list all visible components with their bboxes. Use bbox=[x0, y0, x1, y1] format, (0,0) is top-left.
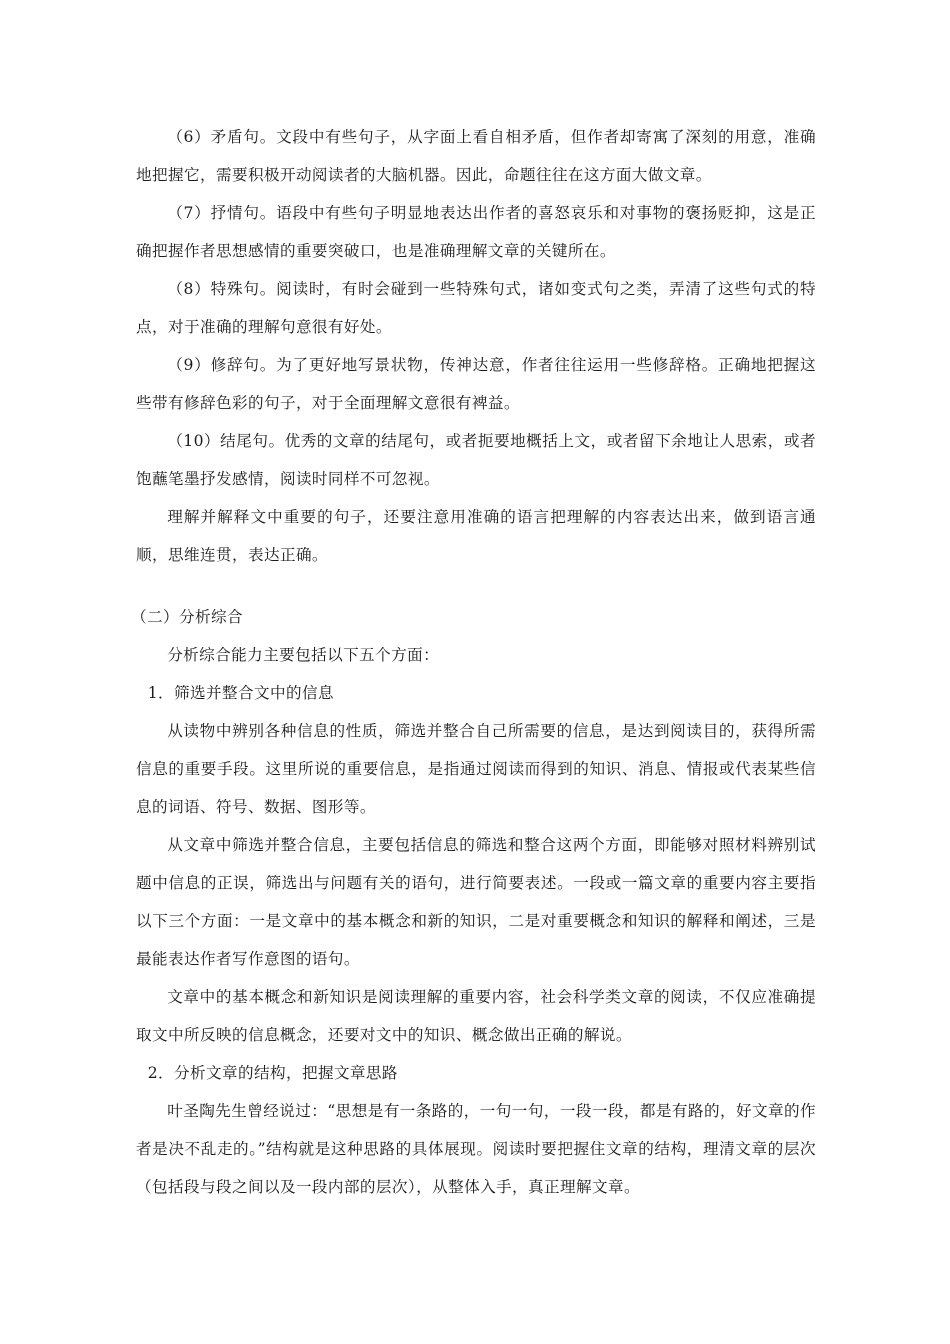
subheading-point-1: 1．筛选并整合文中的信息 bbox=[147, 684, 334, 702]
document-body bbox=[131, 118, 816, 1206]
section-spacer bbox=[136, 574, 816, 598]
paragraph-point-1-c: 文章中的基本概念和新知识是阅读理解的重要内容，社会科学类文章的阅读，不仅应准确提取文中所反映的信息概念，还要对文中的知识、概念做出正确的解说。 bbox=[136, 988, 816, 1044]
paragraph-point-2-a: 叶圣陶先生曾经说过：“思想是有一条路的，一句一句，一段一段，都是有路的，好文章的作者是决不乱走的。”结构就是这种思路的具体展现。阅读时要把握住文章的结构，理清文章的层次（包括段与段之间以及一段内部的层次），从整体入手，真正理解文章。 bbox=[136, 1102, 816, 1196]
paragraph-lyrical-sentence: （7）抒情句。语段中有些句子明显地表达出作者的喜怒哀乐和对事物的褒扬贬抑，这是正确把握作者思想感情的重要突破口，也是准确理解文章的关键所在。 bbox=[136, 204, 816, 260]
paragraph-ending-sentence: （10）结尾句。优秀的文章的结尾句，或者扼要地概括上文，或者留下余地让人思索，或者饱蘸笔墨抒发感情，阅读时同样不可忽视。 bbox=[136, 432, 816, 488]
subheading-point-2: 2．分析文章的结构，把握文章思路 bbox=[147, 1064, 398, 1082]
paragraph-special-sentence: （8）特殊句。阅读时，有时会碰到一些特殊句式，诸如变式句之类，弄清了这些句式的特点，对于准确的理解句意很有好处。 bbox=[136, 280, 816, 336]
section-heading-analysis: （二）分析综合 bbox=[131, 608, 243, 626]
paragraph-rhetorical-sentence: （9）修辞句。为了更好地写景状物，传神达意，作者往往运用一些修辞格。正确地把握这些带有修辞色彩的句子，对于全面理解文意很有裨益。 bbox=[136, 356, 816, 412]
paragraph-contradictory-sentence: （6）矛盾句。文段中有些句子，从字面上看自相矛盾，但作者却寄寓了深刻的用意，准确地把握它，需要积极开动阅读者的大脑机器。因此，命题往往在这方面大做文章。 bbox=[136, 128, 816, 184]
paragraph-point-1-a: 从读物中辨别各种信息的性质，筛选并整合自己所需要的信息，是达到阅读目的，获得所需信息的重要手段。这里所说的重要信息，是指通过阅读而得到的知识、消息、情报或代表某些信息的词语、符号、数据、图形等。 bbox=[136, 722, 816, 816]
section-intro: 分析综合能力主要包括以下五个方面： bbox=[167, 646, 440, 664]
paragraph-point-1-b: 从文章中筛选并整合信息，主要包括信息的筛选和整合这两个方面，即能够对照材料辨别试题中信息的正误，筛选出与问题有关的语句，进行简要表述。一段或一篇文章的重要内容主要指以下三个方面：一是文章中的基本概念和新的知识，二是对重要概念和知识的解释和阐述，三是最能表达作者写作意图的语句。 bbox=[136, 836, 816, 968]
paragraph-summary: 理解并解释文中重要的句子，还要注意用准确的语言把理解的内容表达出来，做到语言通顺，思维连贯，表达正确。 bbox=[136, 508, 816, 564]
